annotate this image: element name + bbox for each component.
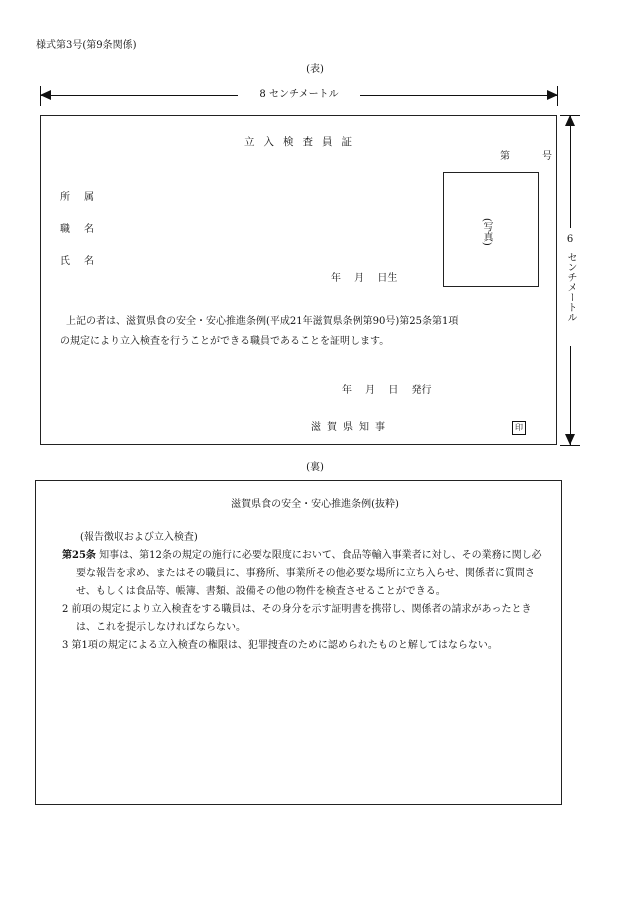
front-side-label: (表) xyxy=(306,64,324,75)
card-title: 立入検査員証 xyxy=(244,136,361,148)
width-dimension-label: 8 センチメートル xyxy=(238,89,360,101)
field-name: 氏名 xyxy=(60,256,108,267)
height-dimension-number: 6 xyxy=(566,234,574,245)
certification-text xyxy=(60,312,510,352)
article-number: 第25条 xyxy=(62,550,96,561)
form-number-label: 様式第3号(第9条関係) xyxy=(36,40,137,51)
back-side-label: (裏) xyxy=(306,462,324,473)
back-title: 滋賀県食の安全・安心推進条例(抜粋) xyxy=(231,499,399,510)
section-heading: (報告徴収および立入検査) xyxy=(80,532,198,543)
ordinance-excerpt xyxy=(62,529,550,655)
article-text: 知事は、第12条の規定の施行に必要な限度において、食品等輸入事業者に対し、その業務に関し必要な報告を求め、またはその職員に、事務所、事業所その他必要な場所に立ち入らせ、関係者に質問させ、もしくは食品等、帳簿、書類、設備その他の物件を検査させることができる。 xyxy=(76,550,542,597)
issuer: 滋賀県知事 xyxy=(311,422,391,433)
certification-line-2: の規定により立入検査を行うことができる職員であることを証明します。 xyxy=(60,336,390,347)
birth-date: 年 月 日生 xyxy=(331,273,398,284)
article-25 xyxy=(62,547,550,601)
article-item-3: 3 第1項の規定による立入検査の権限は、犯罪捜査のために認められたものと解してはならない。 xyxy=(62,640,498,651)
certification-line-1: 上記の者は、滋賀県食の安全・安心推進条例(平成21年滋賀県条例第90号)第25条第1項 xyxy=(66,316,459,327)
field-position: 職名 xyxy=(60,224,108,235)
seal-icon: 印 xyxy=(512,421,526,435)
field-affiliation: 所属 xyxy=(60,192,108,203)
card-number-suffix: 号 xyxy=(542,151,552,162)
arrow-down-icon xyxy=(565,434,575,445)
issue-date: 年 月 日 発行 xyxy=(342,385,432,396)
photo-label: (写真) xyxy=(481,218,492,246)
article-item-2: 2 前項の規定により立入検査をする職員は、その身分を示す証明書を携帯し、関係者の請求があったときは、これを提示しなければならない。 xyxy=(62,604,532,633)
arrow-up-icon xyxy=(565,115,575,126)
height-dimension-unit: センチメートル xyxy=(565,252,576,322)
height-dimension-tick-bottom xyxy=(560,445,580,446)
arrow-right-icon xyxy=(547,90,558,100)
card-number-label: 第 xyxy=(500,151,510,162)
arrow-left-icon xyxy=(40,90,51,100)
